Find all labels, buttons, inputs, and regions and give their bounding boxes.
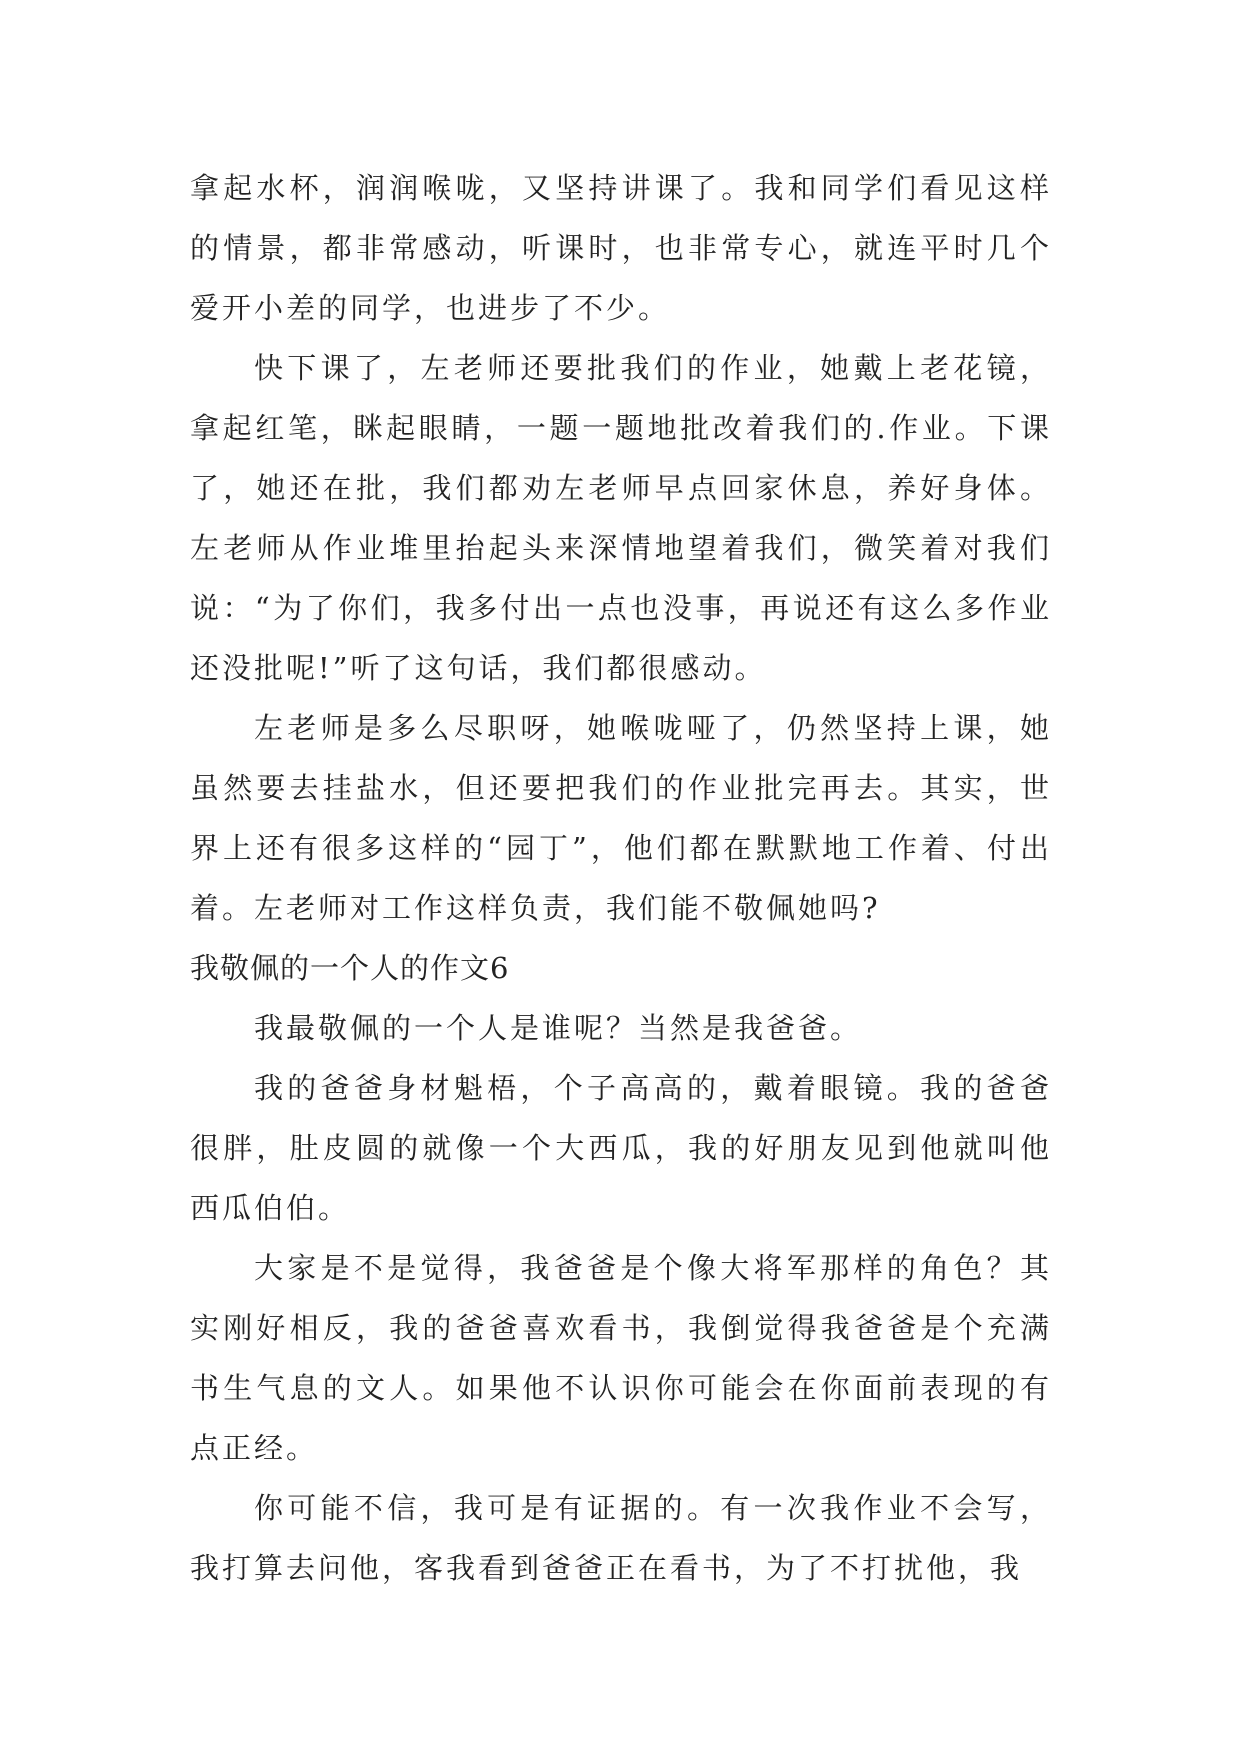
paragraph: 大家是不是觉得，我爸爸是个像大将军那样的角色？其实刚好相反，我的爸爸喜欢看书，我倒觉得我爸爸是个充满书生气息的文人。如果他不认识你可能会在你面前表现的有点正经。 bbox=[190, 1251, 1052, 1465]
paragraph: 你可能不信，我可是有证据的。有一次我作业不会写，我打算去问他，客我看到爸爸正在看书，为了不打扰他，我 bbox=[190, 1491, 1052, 1585]
essay-heading: 我敬佩的一个人的作文6 bbox=[190, 951, 510, 985]
document-page bbox=[190, 158, 1052, 1598]
paragraph: 我的爸爸身材魁梧，个子高高的，戴着眼镜。我的爸爸很胖，肚皮圆的就像一个大西瓜，我的好朋友见到他就叫他西瓜伯伯。 bbox=[190, 1071, 1052, 1225]
paragraph: 拿起水杯，润润喉咙，又坚持讲课了。我和同学们看见这样的情景，都非常感动，听课时，也非常专心，就连平时几个爱开小差的同学，也进步了不少。 bbox=[190, 171, 1052, 325]
paragraph: 左老师是多么尽职呀，她喉咙哑了，仍然坚持上课，她虽然要去挂盐水，但还要把我们的作业批完再去。其实，世界上还有很多这样的“园丁”，他们都在默默地工作着、付出着。左老师对工作这样负责，我们能不敬佩她吗? bbox=[190, 711, 1052, 925]
paragraph: 快下课了，左老师还要批我们的作业，她戴上老花镜，拿起红笔，眯起眼睛，一题一题地批改着我们的.作业。下课了，她还在批，我们都劝左老师早点回家休息，养好身体。左老师从作业堆里抬起头来深情地望着我们，微笑着对我们说：“为了你们，我多付出一点也没事，再说还有这么多作业还没批呢!”听了这句话，我们都很感动。 bbox=[190, 351, 1052, 685]
paragraph: 我最敬佩的一个人是谁呢？当然是我爸爸。 bbox=[254, 1011, 863, 1045]
